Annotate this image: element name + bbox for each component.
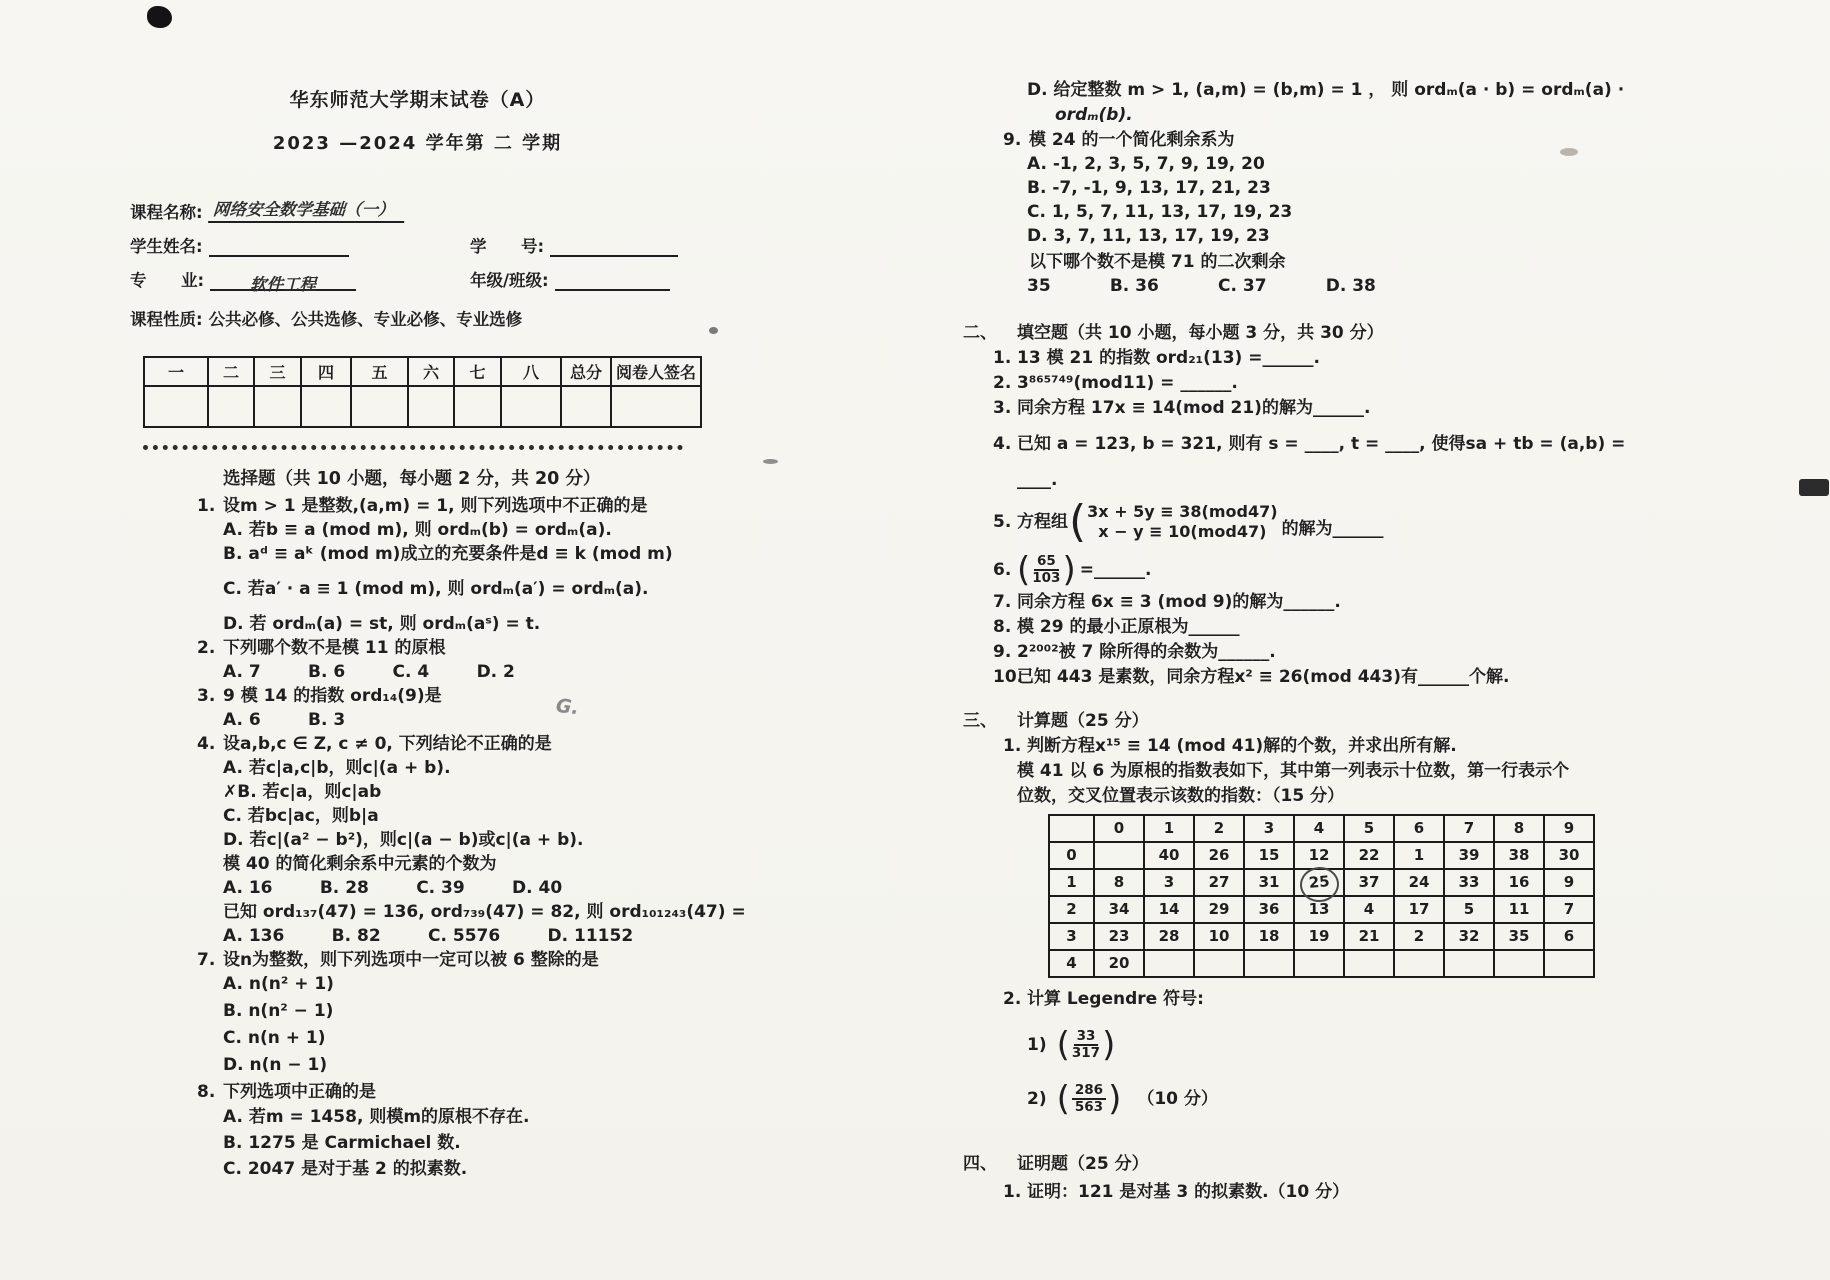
question (130, 684, 780, 732)
index-table-cell (1544, 950, 1594, 977)
score-table-header-cell: 六 (408, 357, 454, 386)
option-line: D. 给定整数 m > 1, (a,m) = (b,m) = 1 ， 则 ordₘ(a · b) = ordₘ(a) · (1027, 80, 1625, 100)
question-text: 设a,b,c ∈ Z, c ≠ 0, 下列结论不正确的是 (223, 734, 552, 754)
score-table-header-cell: 七 (454, 357, 501, 386)
student-no-blank (550, 237, 678, 257)
question-text: 模 24 的一个简化剩余系为 (1029, 130, 1235, 150)
score-table-value-cell (501, 386, 561, 427)
question-text: 已知 ord₁₃₇(47) = 136, ord₇₃₉(47) = 82, 则 ord₁₀₁₂₄₃(47) = (223, 902, 746, 922)
question (130, 494, 780, 636)
index-table-header-cell: 8 (1494, 815, 1544, 842)
index-table (1048, 814, 1595, 978)
index-table-cell: 24 (1394, 869, 1444, 896)
handwritten-mark: G. (554, 694, 580, 720)
question-text: 设n为整数，则下列选项中一定可以被 6 整除的是 (223, 950, 599, 970)
question-line (963, 128, 1643, 152)
index-table-header-cell: 3 (1244, 815, 1294, 842)
section-number: 二、 (963, 323, 997, 343)
index-table-cell: 1 (1394, 842, 1444, 869)
question (130, 732, 780, 852)
index-table-cell: 34 (1094, 896, 1144, 923)
calc-section-heading-row (963, 708, 1643, 734)
grade-blank (555, 271, 670, 291)
option-line: D. n(n − 1) (223, 1055, 328, 1075)
legendre-label: 1) (1027, 1034, 1047, 1055)
item-prefix: 方程组 (1017, 511, 1068, 532)
proof-section-heading: 证明题（25 分） (1017, 1154, 1149, 1174)
option-line: A. 6 B. 3 (223, 710, 346, 730)
question (130, 900, 780, 948)
item-number: 1. (993, 348, 1012, 368)
item-number: 8. (993, 617, 1012, 637)
index-table-cell: 37 (1344, 869, 1394, 896)
index-table-header-cell: 1 (1144, 815, 1194, 842)
score-table-value-cell (208, 386, 254, 427)
question-number: 2. (197, 638, 216, 658)
question-text: 以下哪个数不是模 71 的二次剩余 (1029, 252, 1286, 272)
question-text: 计算 Legendre 符号: (1027, 989, 1204, 1009)
index-table-cell: 19 (1294, 923, 1344, 950)
fill-item (963, 590, 1643, 615)
item-number: 9. (993, 642, 1012, 662)
section-number: 四、 (963, 1154, 997, 1174)
option-line: C. 若bc|ac，则b|a (223, 806, 379, 826)
index-table-header-cell: 4 (1294, 815, 1344, 842)
index-table-header-cell: 0 (1094, 815, 1144, 842)
fill-item (963, 665, 1643, 690)
item-number: 4. (993, 434, 1012, 454)
index-table-header-cell: 2 (1194, 815, 1244, 842)
question-line (130, 636, 780, 660)
question-line (130, 1080, 780, 1104)
option-line: B. aᵈ ≡ aᵏ (mod m)成立的充要条件是d ≡ k (mod m) (223, 544, 673, 564)
option-line: C. 若a′ · a ≡ 1 (mod m), 则 ordₘ(a′) = ordₘ(a). (223, 579, 649, 599)
major-value: 软件工程 (250, 275, 317, 294)
item-text: 3⁸⁶⁵⁷⁴⁹(mod11) = ______. (1017, 373, 1238, 393)
index-table-cell: 28 (1144, 923, 1194, 950)
item-text: 2²⁰⁰²被 7 除所得的余数为______. (1017, 642, 1276, 662)
item-text: 同余方程 6x ≡ 3 (mod 9)的解为______. (1017, 592, 1341, 612)
score-table-value-cell (561, 386, 611, 427)
question-text: 设m > 1 是整数,(a,m) = 1, 则下列选项中不正确的是 (223, 496, 648, 516)
question-number (197, 900, 223, 924)
proof-section-heading-row (963, 1151, 1643, 1177)
item-number: 6. (993, 559, 1012, 580)
score-table-value-cell (144, 386, 208, 427)
index-table-cell: 11 (1494, 896, 1544, 923)
calc-q1-line3: 位数，交叉位置表示该数的指数：（15 分） (1017, 786, 1345, 806)
right-paren: ) (1102, 1025, 1116, 1065)
question-number (197, 852, 223, 876)
index-table-cell: 1 (1049, 869, 1094, 896)
legendre-symbol (1072, 1083, 1106, 1115)
question-number: 1. (197, 496, 216, 516)
index-table-cell: 15 (1244, 842, 1294, 869)
question (130, 852, 780, 900)
option-line: A. 136 B. 82 C. 5576 D. 11152 (223, 926, 634, 946)
option-line: D. 若 ordₘ(a) = st, 则 ordₘ(aˢ) = t. (223, 614, 541, 634)
option-line: B. n(n² − 1) (223, 1001, 334, 1021)
score-table-value-cell (351, 386, 408, 427)
index-table-cell (1444, 950, 1494, 977)
score-table-value-cell (611, 386, 701, 427)
numerator: 33 (1074, 1029, 1099, 1046)
index-table-cell: 32 (1444, 923, 1494, 950)
item-text: 已知 a = 123, b = 321, 则有 s = ____, t = ____, 使得sa + tb = (a,b) = (1017, 434, 1626, 454)
question-text: 下列哪个数不是模 11 的原根 (223, 638, 446, 658)
question-number: 1. (1003, 736, 1022, 756)
fill-item (963, 432, 1643, 457)
question (130, 948, 780, 1077)
index-table-cell (1294, 869, 1344, 896)
score-table-value-row (144, 386, 701, 427)
index-table-cell (1394, 950, 1444, 977)
course-nature-label: 课程性质: (130, 310, 203, 329)
index-table-cell: 7 (1544, 896, 1594, 923)
question-line (963, 250, 1643, 274)
option-line: B. -7, -1, 9, 13, 17, 21, 23 (1027, 178, 1271, 198)
index-table-cell (1344, 950, 1394, 977)
index-table-cell: 21 (1344, 923, 1394, 950)
fill-items (963, 346, 1643, 690)
item-text: 13 模 21 的指数 ord₂₁(13) =______. (1017, 348, 1320, 368)
fill-item (963, 346, 1643, 371)
index-table-cell: 12 (1294, 842, 1344, 869)
question-number: 9. (1003, 130, 1022, 150)
course-name-label: 课程名称: (130, 203, 203, 222)
left-paren: ( (1069, 496, 1087, 547)
denominator: 317 (1071, 1045, 1101, 1061)
question-number: 1. (1003, 1182, 1022, 1202)
calc-q1-line (963, 734, 1643, 759)
index-table-cell: 39 (1444, 842, 1494, 869)
score-table-value-cell (408, 386, 454, 427)
circled-value: 25 (1298, 865, 1340, 903)
index-table-cell: 8 (1094, 869, 1144, 896)
score-table-header-cell: 总分 (561, 357, 611, 386)
index-table-cell: 6 (1544, 923, 1594, 950)
index-table-cell (1144, 950, 1194, 977)
question-line (130, 494, 780, 518)
calc-q2-line (963, 987, 1643, 1012)
jacobi-symbol (1032, 554, 1060, 586)
index-table-cell: 29 (1194, 896, 1244, 923)
item-number: 5. (993, 511, 1012, 532)
question-number: 7. (197, 950, 216, 970)
equation-line: x − y ≡ 10(mod47) (1098, 522, 1267, 541)
grade-label: 年级/班级: (470, 271, 549, 290)
index-table-cell: 13 (1294, 896, 1344, 923)
index-table-cell: 40 (1144, 842, 1194, 869)
index-table-cell (1194, 950, 1244, 977)
item-text: 模 29 的最小正原根为______ (1017, 617, 1240, 637)
fill-section-heading-row (963, 320, 1643, 346)
index-table-header-cell: 6 (1394, 815, 1444, 842)
denominator: 563 (1074, 1099, 1104, 1115)
fill-item-fraction (963, 550, 1643, 590)
index-table-cell: 33 (1444, 869, 1494, 896)
course-name-row (130, 201, 780, 223)
index-table-header-cell: 5 (1344, 815, 1394, 842)
exam-semester: 2023 —2024 学年第 二 学期 (272, 133, 563, 154)
question-text: 9 模 14 的指数 ord₁₄(9)是 (223, 686, 442, 706)
score-table-header-cell: 五 (351, 357, 408, 386)
index-table-row (1049, 842, 1594, 869)
question (963, 128, 1643, 248)
option-line: A. 若c|a,c|b，则c|(a + b). (223, 758, 451, 778)
index-table-cell: 35 (1494, 923, 1544, 950)
calc-q1-line2: 模 41 以 6 为原根的指数表如下，其中第一列表示十位数，第一行表示个 (1017, 761, 1570, 781)
student-row (130, 235, 780, 257)
legendre-label: 2) (1027, 1088, 1047, 1109)
choice-questions (130, 494, 780, 1181)
index-table-cell (1094, 842, 1144, 869)
item-number: 2. (993, 373, 1012, 393)
item-number: 10. (993, 667, 1024, 687)
student-no-group (470, 233, 678, 257)
course-nature-row (130, 308, 780, 330)
exam-title: 华东师范大学期末试卷（A） (289, 89, 546, 111)
right-paren: ) (1062, 550, 1076, 590)
question-line (130, 852, 780, 876)
left-column (130, 85, 780, 1183)
score-table-header-cell: 一 (144, 357, 208, 386)
index-table-row (1049, 869, 1594, 896)
index-table-cell: 22 (1344, 842, 1394, 869)
scan-artifact (147, 6, 172, 28)
section-number: 三、 (963, 711, 997, 731)
option-line-continuation: ordₘ(b). (1055, 105, 1133, 125)
question (130, 1080, 780, 1181)
option-line: A. 若b ≡ a (mod m), 则 ordₘ(b) = ordₘ(a). (223, 520, 612, 540)
legendre-item (1027, 1078, 1643, 1120)
score-table-header-cell: 阅卷人签名 (611, 357, 701, 386)
student-no-label: 学 号: (470, 237, 545, 256)
option-line: C. 1, 5, 7, 11, 13, 17, 19, 23 (1027, 202, 1293, 222)
item-number: 7. (993, 592, 1012, 612)
index-table-row (1049, 923, 1594, 950)
option-line: 35 B. 36 C. 37 D. 38 (1027, 276, 1376, 296)
course-name-value: 网络安全数学基础（一） (208, 196, 405, 223)
option-line: C. n(n + 1) (223, 1028, 326, 1048)
numerator: 286 (1072, 1083, 1106, 1100)
choice-section-heading: 选择题（共 10 小题，每小题 2 分，共 20 分） (223, 469, 601, 489)
item-text: 已知 443 是素数，同余方程x² ≡ 26(mod 443)有______个解. (1017, 667, 1510, 687)
right-column (963, 78, 1643, 1205)
index-table-cell: 10 (1194, 923, 1244, 950)
score-table-header-cell: 三 (254, 357, 301, 386)
equation-stack (1087, 502, 1277, 542)
question-number: 4. (197, 734, 216, 754)
student-name-blank (209, 237, 349, 257)
score-table-value-cell (254, 386, 301, 427)
question (130, 636, 780, 684)
index-table-header-cell (1049, 815, 1094, 842)
fill-item (963, 615, 1643, 640)
index-table-cell (1244, 950, 1294, 977)
index-table-cell: 9 (1544, 869, 1594, 896)
question-text: 下列选项中正确的是 (223, 1082, 376, 1102)
legendre-item (1027, 1024, 1643, 1066)
option-line: A. 16 B. 28 C. 39 D. 40 (223, 878, 563, 898)
grade-group (470, 267, 670, 291)
option-line: B. 1275 是 Carmichael 数. (223, 1133, 461, 1153)
index-table-cell: 36 (1244, 896, 1294, 923)
index-table-cell: 14 (1144, 896, 1194, 923)
option-line: A. n(n² + 1) (223, 974, 334, 994)
fill-item (963, 396, 1643, 421)
major-blank (210, 271, 356, 294)
item-number: 3. (993, 398, 1012, 418)
legendre-symbol (1072, 1029, 1100, 1061)
legendre-suffix: （10 分） (1137, 1088, 1218, 1109)
major-label: 专 业: (130, 271, 205, 290)
option-line: D. 3, 7, 11, 13, 17, 19, 23 (1027, 226, 1270, 246)
index-table-cell: 4 (1344, 896, 1394, 923)
question-number: 8. (197, 1082, 216, 1102)
fill-item (963, 640, 1643, 665)
fill-item (963, 371, 1643, 396)
index-table-cell: 0 (1049, 842, 1094, 869)
index-table-header-row (1049, 815, 1594, 842)
item-suffix: =______. (1079, 559, 1152, 580)
question-number (1003, 250, 1029, 274)
proof-q1-line (963, 1180, 1643, 1205)
question-number: 3. (197, 686, 216, 706)
left-paren: ( (1017, 550, 1031, 590)
left-paren: ( (1056, 1079, 1070, 1119)
index-table-cell: 30 (1544, 842, 1594, 869)
option-line: A. -1, 2, 3, 5, 7, 9, 19, 20 (1027, 154, 1265, 174)
index-table-cell: 2 (1394, 923, 1444, 950)
score-table-header-row (144, 357, 701, 386)
question-text: 判断方程x¹⁵ ≡ 14 (mod 41)解的个数，并求出所有解. (1027, 736, 1457, 756)
item-text: 同余方程 17x ≡ 14(mod 21)的解为______. (1017, 398, 1371, 418)
left-paren: ( (1056, 1025, 1070, 1065)
dotted-separator (143, 445, 683, 450)
item-suffix: 的解为______ (1281, 519, 1384, 539)
item-text-continuation: ____. (1017, 470, 1058, 490)
question-number: 2. (1003, 989, 1022, 1009)
index-table-cell: 16 (1494, 869, 1544, 896)
index-table-header-cell: 9 (1544, 815, 1594, 842)
right-paren: ) (1108, 1079, 1122, 1119)
index-table-cell: 23 (1094, 923, 1144, 950)
question-text: 模 40 的简化剩余系中元素的个数为 (223, 854, 497, 874)
index-table-cell: 20 (1094, 950, 1144, 977)
major-row (130, 269, 780, 294)
student-name-label: 学生姓名: (130, 237, 203, 256)
index-table-cell (1294, 950, 1344, 977)
option-line: A. 7 B. 6 C. 4 D. 2 (223, 662, 515, 682)
index-table-cell: 3 (1144, 869, 1194, 896)
index-table-row (1049, 950, 1594, 977)
equation-line: 3x + 5y ≡ 38(mod47) (1087, 502, 1278, 521)
course-nature-value: 公共必修、公共选修、专业必修、专业选修 (208, 310, 523, 329)
index-table-header-cell: 7 (1444, 815, 1494, 842)
question-line (130, 684, 780, 708)
legendre-items (963, 1024, 1643, 1120)
index-table-cell: 31 (1244, 869, 1294, 896)
option-line: ✗B. 若c|a，则c|ab (223, 782, 382, 802)
denominator: 103 (1032, 570, 1061, 586)
question-line (130, 948, 780, 972)
score-table-header-cell: 二 (208, 357, 254, 386)
question (963, 250, 1643, 298)
index-table-cell: 38 (1494, 842, 1544, 869)
option-line: C. 2047 是对于基 2 的拟素数. (223, 1159, 468, 1179)
index-table-cell: 17 (1394, 896, 1444, 923)
header-form (130, 201, 780, 330)
index-table-cell: 3 (1049, 923, 1094, 950)
numerator: 65 (1034, 554, 1059, 571)
scan-artifact (1799, 479, 1829, 496)
index-table-cell: 2 (1049, 896, 1094, 923)
index-table-cell: 18 (1244, 923, 1294, 950)
fill-item-system (963, 496, 1643, 547)
option-line: D. 若c|(a² − b²)，则c|(a − b)或c|(a + b). (223, 830, 584, 850)
score-table-header-cell: 四 (301, 357, 351, 386)
index-table-cell: 26 (1194, 842, 1244, 869)
index-table-cell (1494, 950, 1544, 977)
score-table-value-cell (454, 386, 501, 427)
calc-section-heading: 计算题（25 分） (1017, 711, 1149, 731)
fill-section-heading: 填空题（共 10 小题，每小题 3 分，共 30 分） (1017, 323, 1384, 343)
question-text: 证明：121 是对基 3 的拟素数.（10 分） (1027, 1182, 1350, 1202)
question-line (130, 900, 780, 924)
index-table-cell: 27 (1194, 869, 1244, 896)
choice-questions-right (963, 128, 1643, 298)
score-table (143, 356, 702, 428)
score-table-value-cell (301, 386, 351, 427)
option-line: A. 若m = 1458, 则模m的原根不存在. (223, 1107, 530, 1127)
index-table-cell: 5 (1444, 896, 1494, 923)
question-line (130, 732, 780, 756)
index-table-cell: 4 (1049, 950, 1094, 977)
score-table-header-cell: 八 (501, 357, 561, 386)
